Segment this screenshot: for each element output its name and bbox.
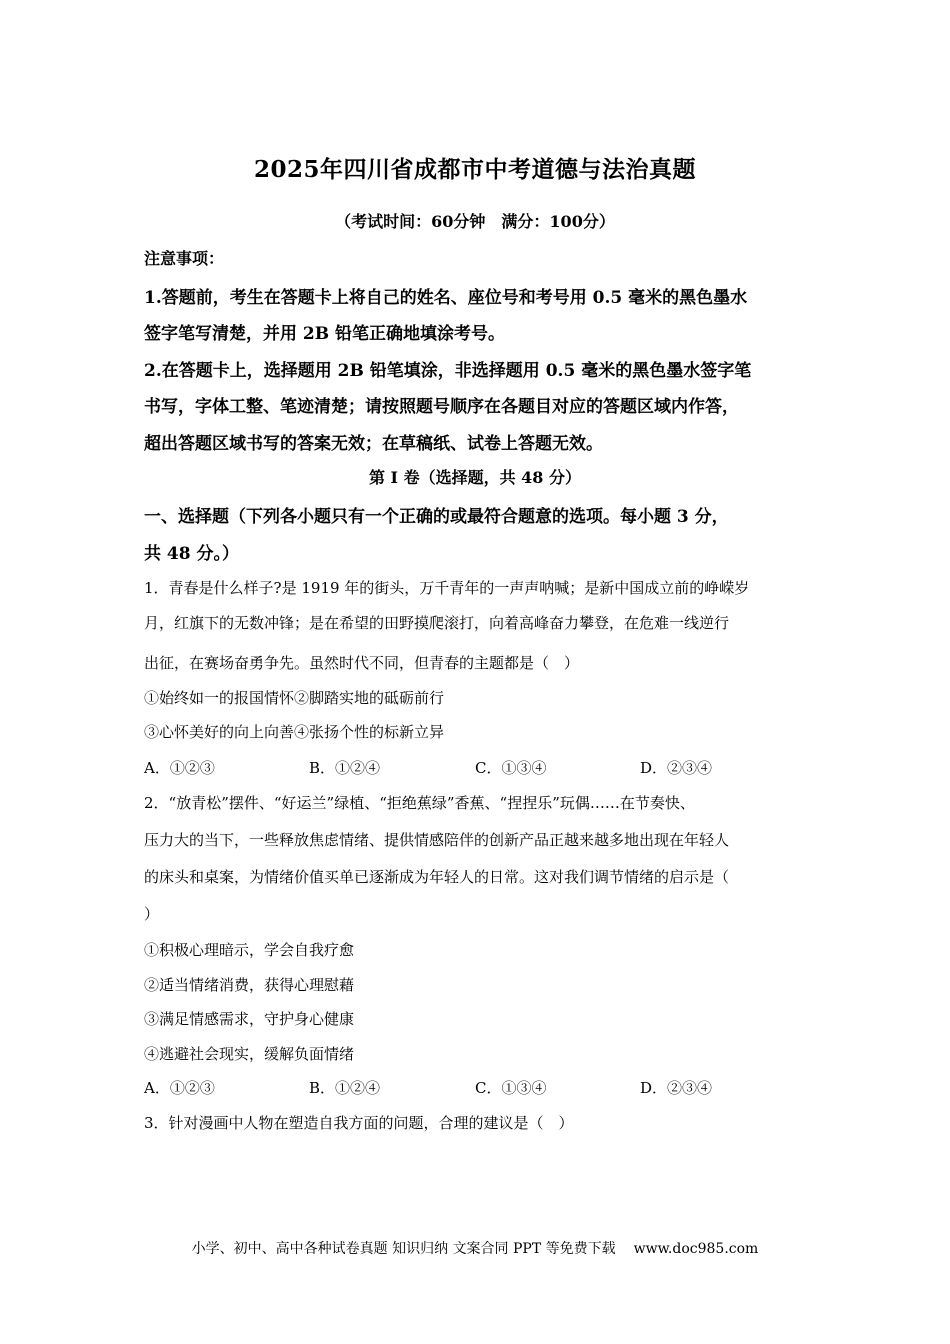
notice-line: 签字笔写清楚，并用 2B 铅笔正确地填涂考号。 (144, 324, 506, 344)
question-2-stem: 压力大的当下，一些释放焦虑情绪、提供情感陪伴的创新产品正越来越多地出现在年轻人 (144, 831, 730, 849)
question-1-option-a: A．①②③ (144, 759, 215, 777)
footer-text: 小学、初中、高中各种试卷真题 知识归纳 文案合同 PPT 等免费下载 (191, 1241, 616, 1257)
question-2-option-d: D．②③④ (640, 1079, 713, 1097)
section-instruction: 共 48 分。） (144, 544, 239, 564)
question-2-stem: ） (144, 905, 160, 923)
notice-line: 书写，字体工整、笔迹清楚；请按照题号顺序在各题目对应的答题区域内作答， (144, 397, 739, 417)
question-2-option-c: C．①③④ (475, 1079, 547, 1097)
question-1-statement: ①始终如一的报国情怀②脚踏实地的砥砺前行 (144, 689, 445, 707)
exam-info: （考试时间：60分钟 满分：100分） (335, 212, 615, 231)
footer-site-link[interactable]: www.doc985.com (633, 1241, 759, 1257)
page-title: 2025年四川省成都市中考道德与法治真题 (253, 156, 696, 183)
question-1-statement: ③心怀美好的向上向善④张扬个性的标新立异 (144, 723, 445, 741)
question-1-stem: 1．青春是什么样子?是 1919 年的街头，万千青年的一声声呐喊；是新中国成立前的峥嵘岁 (144, 579, 750, 597)
question-2-stem: 的床头和桌案，为情绪价值买单已逐渐成为年轻人的日常。这对我们调节情绪的启示是（ (144, 868, 730, 886)
question-2-statement: ④逃避社会现实，缓解负面情绪 (144, 1045, 355, 1063)
section-instruction: 一、选择题（下列各小题只有一个正确的或最符合题意的选项。每小题 3 分， (144, 507, 729, 527)
section-title: 第 I 卷（选择题，共 48 分） (368, 468, 582, 487)
question-1-option-b: B．①②④ (309, 759, 381, 777)
page-footer (0, 1238, 950, 1258)
notice-line: 超出答题区域书写的答案无效；在草稿纸、试卷上答题无效。 (144, 434, 603, 454)
question-2-statement: ②适当情绪消费，获得心理慰藉 (144, 976, 355, 994)
question-2-statement: ①积极心理暗示，学会自我疗愈 (144, 941, 355, 959)
notice-line: 2.在答题卡上，选择题用 2B 铅笔填涂，非选择题用 0.5 毫米的黑色墨水签字笔 (144, 361, 752, 381)
question-1-stem: 月，红旗下的无数冲锋；是在希望的田野摸爬滚打，向着高峰奋力攀登，在危难一线逆行 (144, 614, 730, 632)
question-1-option-d: D．②③④ (640, 759, 713, 777)
notice-line: 1.答题前，考生在答题卡上将自己的姓名、座位号和考号用 0.5 毫米的黑色墨水 (144, 288, 748, 308)
question-1-stem: 出征，在赛场奋勇争先。虽然时代不同，但青春的主题都是（ ） (144, 654, 580, 672)
question-2-option-a: A．①②③ (144, 1079, 215, 1097)
question-1-option-c: C．①③④ (475, 759, 547, 777)
question-2-option-b: B．①②④ (309, 1079, 381, 1097)
question-3-stem: 3．针对漫画中人物在塑造自我方面的问题，合理的建议是（ ） (144, 1114, 574, 1132)
question-2-stem: 2．“放青松”摆件、“好运兰”绿植、“拒绝蕉绿”香蕉、“捏捏乐”玩偶……在节奏快、 (144, 794, 695, 812)
notice-heading: 注意事项： (144, 249, 225, 268)
question-2-statement: ③满足情感需求，守护身心健康 (144, 1010, 355, 1028)
